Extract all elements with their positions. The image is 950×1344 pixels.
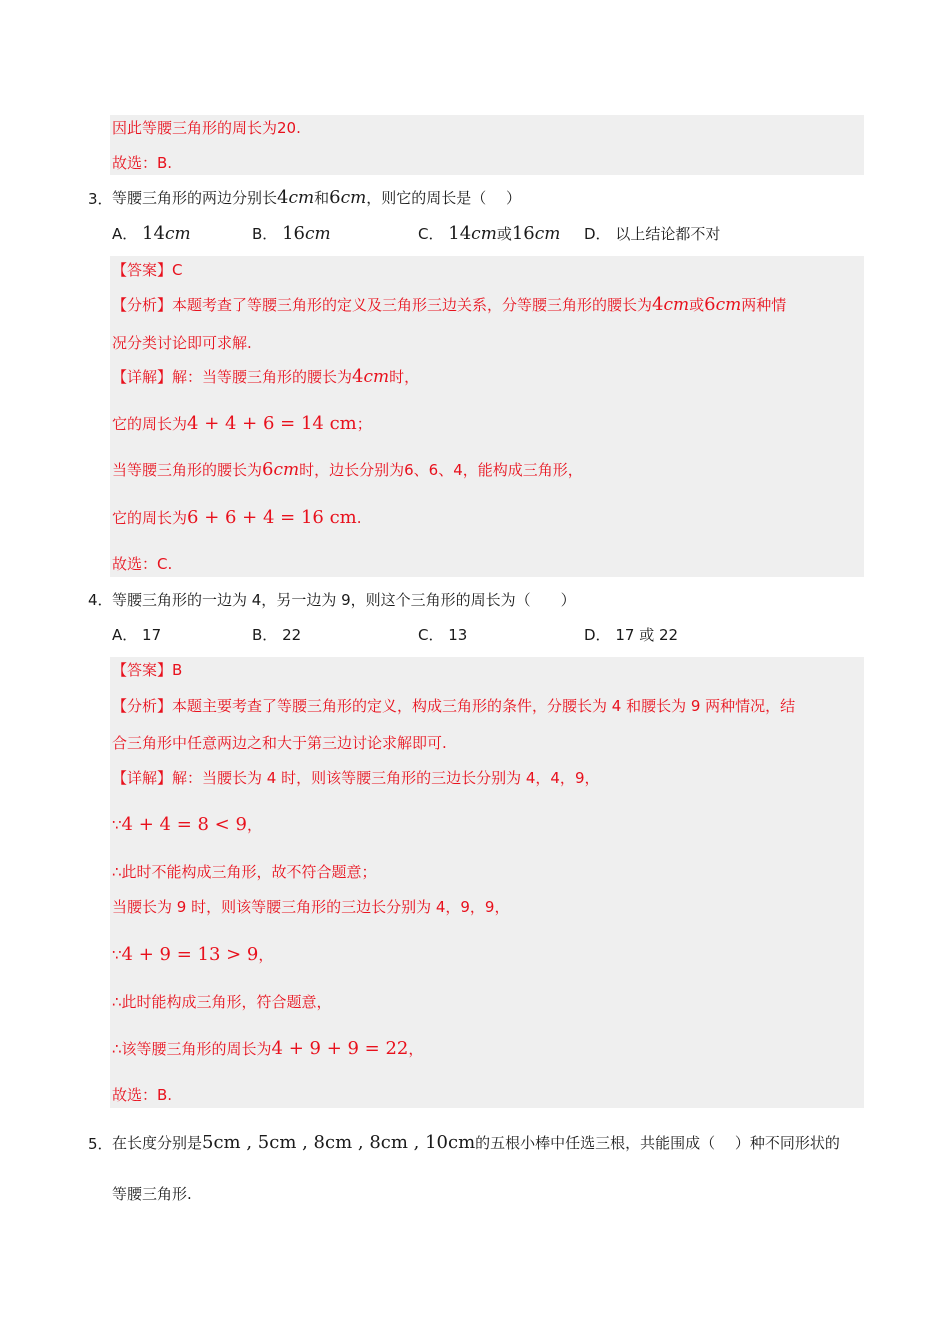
answer-line: 【答案】C [112,261,183,279]
option-a: A． 14cm [112,223,191,244]
analysis-line: 【分析】本题主要考查了等腰三角形的定义，构成三角形的条件，分腰长为 4 和腰长为 9 两种情况，结 [112,697,796,715]
analysis-line: 【分析】本题考查了等腰三角形的定义及三角形三边关系，分等腰三角形的腰长为4cm或6cm两种情 [112,294,787,315]
detail-line: 【详解】解：当等腰三角形的腰长为4cm时， [112,366,420,387]
solution-step: ∴此时不能构成三角形，故不符合题意； [112,863,377,881]
option-d: D． 17 或 22 [584,626,679,644]
option-c: C． 14cm或16cm [418,223,561,244]
option-d: D． 以上结论都不对 [584,225,721,243]
solution-step: 当等腰三角形的腰长为6cm时，边长分别为6、6、4，能构成三角形， [112,459,583,480]
solution-step: ∴该等腰三角形的周长为4 + 9 + 9 = 22， [112,1038,424,1059]
solution-step: ∴此时能构成三角形，符合题意， [112,993,332,1011]
solution-step: 当腰长为 9 时，则该等腰三角形的三边长分别为 4，9，9， [112,898,510,916]
option-c: C． 13 [418,626,468,644]
solution-step: ∵4 + 4 = 8 < 9， [112,814,262,835]
analysis-line: 况分类讨论即可求解. [112,334,252,352]
option-b: B． 16cm [252,223,331,244]
solution-choice: 故选：B. [112,154,173,172]
question-stem: 在长度分别是5cm , 5cm , 8cm , 8cm , 10cm的五根小棒中任选三根，共能围成（ ）种不同形状的 [112,1132,840,1153]
solution-choice: 故选：B. [112,1086,173,1104]
question-stem-continued: 等腰三角形. [112,1185,192,1203]
analysis-line: 合三角形中任意两边之和大于第三边讨论求解即可. [112,734,447,752]
option-b: B． 22 [252,626,302,644]
question-number: 3． [88,190,113,208]
option-a: A． 17 [112,626,162,644]
solution-line: 因此等腰三角形的周长为20. [112,119,301,137]
answer-line: 【答案】B [112,661,183,679]
question-number: 5． [88,1135,113,1153]
solution-step: 它的周长为4 + 4 + 6 = 14 cm； [112,413,372,434]
detail-line: 【详解】解：当腰长为 4 时，则该等腰三角形的三边长分别为 4，4，9， [112,769,600,787]
question-stem: 等腰三角形的两边分别长4cm和6cm，则它的周长是（ ） [112,187,522,208]
solution-choice: 故选：C. [112,555,173,573]
solution-step: ∵4 + 9 = 13 > 9， [112,944,274,965]
question-number: 4． [88,591,113,609]
question-stem: 等腰三角形的一边为 4，另一边为 9，则这个三角形的周长为（ ） [112,591,576,609]
solution-step: 它的周长为6 + 6 + 4 = 16 cm. [112,507,362,528]
